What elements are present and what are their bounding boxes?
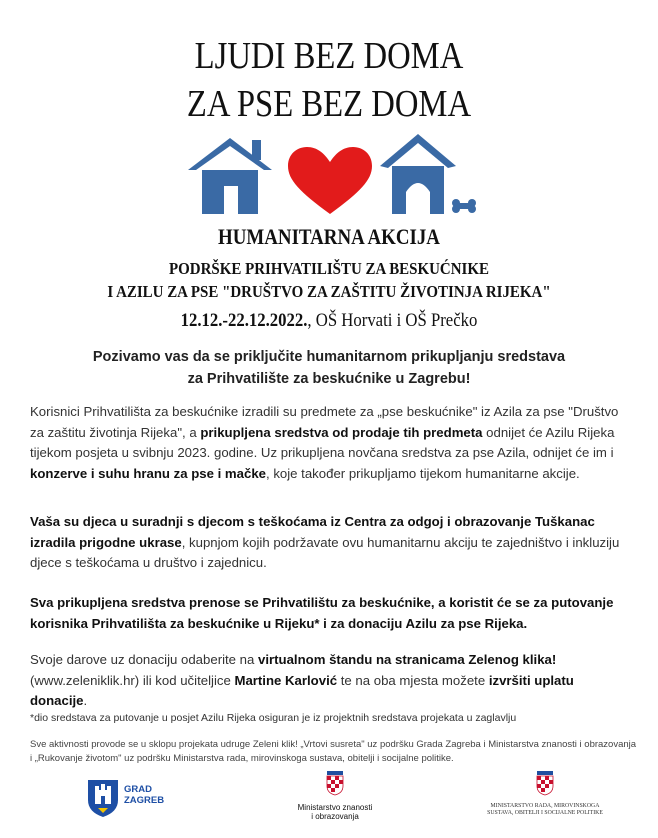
- grad-zagreb-logo: [86, 778, 186, 818]
- p4-bold-c: izvršiti uplatu donacije: [30, 672, 574, 708]
- campaign-heading: HUMANITARNA AKCIJA: [218, 224, 440, 249]
- zagreb-crest-icon: [86, 778, 120, 818]
- title-line-2: ZA PSE BEZ DOMA: [186, 83, 472, 125]
- paragraph-3: Sva prikupljena sredstva prenose se Prihvatilištu za beskućnike, a koristit će se za putovanje korisnika Prihvatilišta za beskućnike u Rijeku* i za donaciju Azilu za pse Rijeka.: [30, 595, 614, 631]
- intro-line-2: za Prihvatilište za beskućnike u Zagrebu!: [187, 371, 471, 387]
- ministry-education-logo: [275, 770, 395, 830]
- mrm-logo-line-1: MINISTARSTVO RADA, MIROVINSKOGA: [490, 803, 600, 809]
- intro-line-1: Pozivamo vas da se priključite humanitarnom prikupljanju sredstava: [92, 349, 566, 365]
- p4-text-d: .: [83, 693, 88, 708]
- icon-row: [180, 130, 480, 220]
- paragraph-2: [30, 512, 630, 574]
- heart-icon: [288, 147, 372, 214]
- ministry-labour-logo: [470, 770, 620, 830]
- doghouse-icon: [380, 134, 456, 214]
- p1-text-b: odnijet će Azilu Rijeka tijekom posjeta u svibnju 2023. godine. Uz prikupljena novčana sredstva za pse Azila, odnijet će im i: [30, 424, 615, 460]
- p1-text-c: , koje također prikupljamo tijekom humanitarne akcije.: [266, 465, 580, 481]
- p1-text-a: Korisnici Prihvatilišta za beskućnike izradili su predmete za „pse beskućnike" iz Azila za pse "Društvo za zaštitu životinja Rijeka", a: [30, 404, 619, 440]
- p4-text-b: (www.zeleniklik.hr) ili kod učiteljice: [30, 672, 235, 688]
- mrm-logo-line-2: SUSTAVA, OBITELJI I SOCIJALNE POLITIKE: [487, 810, 603, 816]
- paragraph-4: [30, 650, 630, 712]
- mzo-logo-line-1: Ministarstvo znanosti: [297, 803, 373, 812]
- date-range: 12.12.-22.12.2022.: [180, 310, 308, 331]
- p1-bold-b: konzerve i suhu hranu za pse i mačke: [30, 465, 266, 481]
- house-icon: [188, 138, 272, 214]
- campaign-subheading-1: PODRŠKE PRIHVATILIŠTU ZA BESKUĆNIKE: [169, 259, 489, 278]
- p4-bold-a: virtualnom štandu na stranicama Zelenog klika!: [258, 652, 557, 667]
- project-footer: Sve aktivnosti provode se u sklopu projekata udruge Zeleni klik! „Vrtovi susreta" uz podršku Grada Zagreba i Ministarstva znanosti i obrazovanja i „Rukovanje životom" uz podršku Ministarstva rada, mirovinskoga sustava, obitelji i socijalne politike.: [30, 739, 637, 764]
- p4-text-c: te na oba mjesta možete: [337, 672, 489, 688]
- croatian-coat-of-arms-icon: [536, 770, 554, 796]
- footnote: *dio sredstava za putovanje u posjet Azilu Rijeka osiguran je iz projektnih sredstava projekata u zaglavlju: [30, 712, 517, 724]
- zagreb-logo-line-2: ZAGREB: [124, 795, 165, 806]
- mzo-logo-line-2: i obrazovanja: [311, 812, 359, 821]
- p4-text-a: Svoje darove uz donaciju odaberite na: [30, 652, 259, 667]
- p2-bold: Vaša su djeca u suradnji s djecom s teškoćama iz Centra za odgoj i obrazovanje Tuškanac izradila prigodne ukrase: [30, 514, 595, 550]
- croatian-coat-of-arms-icon: [326, 770, 344, 796]
- paragraph-1: [30, 402, 630, 484]
- p2-text: , kupnjom kojih podržavate ovu humanitarnu akciju te zajedništvo i inkluziju djece s teškoćama u društvo i zajednicu.: [30, 534, 620, 570]
- zagreb-logo-line-1: GRAD: [124, 784, 152, 795]
- p4-bold-b: Martine Karlović: [234, 672, 338, 688]
- p1-bold-a: prikupljena sredstva od prodaje tih predmeta: [200, 424, 483, 440]
- campaign-subheading-2: I AZILU ZA PSE "DRUŠTVO ZA ZAŠTITU ŽIVOTINJA RIJEKA": [107, 282, 551, 301]
- schools: , OŠ Horvati i OŠ Prečko: [307, 310, 478, 331]
- bone-icon: [452, 199, 476, 213]
- campaign-dates: [39, 310, 618, 332]
- title-line-1: LJUDI BEZ DOMA: [194, 35, 464, 77]
